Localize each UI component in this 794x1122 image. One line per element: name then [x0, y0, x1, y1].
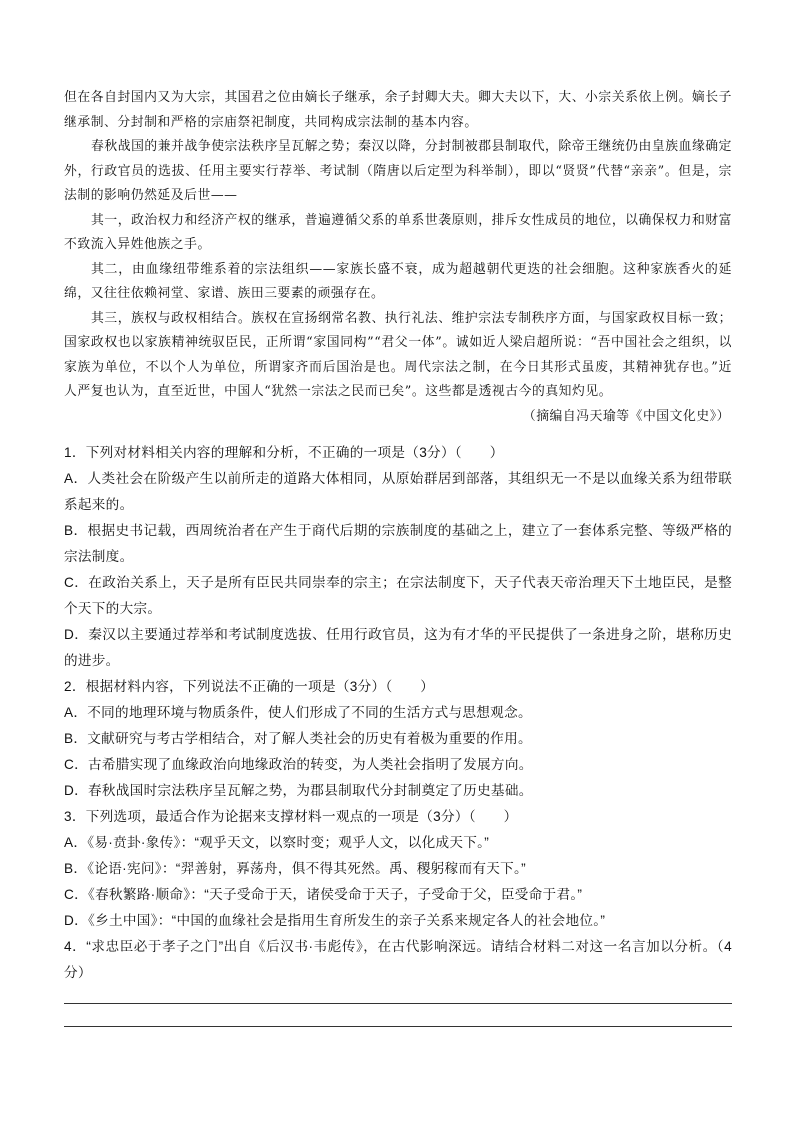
passage-source: （摘编自冯天瑜等《中国文化史》）: [522, 408, 730, 424]
option-b: B．《论语·宪问》：“羿善射，奡荡舟，俱不得其死然。禹、稷躬稼而有天下。”: [64, 861, 526, 876]
passage-paragraph: 春秋战国的兼并战争使宗法秩序呈瓦解之势；秦汉以降，分封制被郡县制取代，除帝王继统仍由皇族血缘确定外，行政官员的选拔、任用主要实行荐举、考试制（隋唐以后定型为科举制），即以“贤贤”代替“亲亲”。但是，宗法制的影响仍然延及后世——: [64, 139, 732, 203]
option-c: C．古希腊实现了血缘政治向地缘政治的转变，为人类社会指明了发展方向。: [64, 757, 533, 772]
option-c: C．《春秋繁路·顺命》：“天子受命于天，诸侯受命于天子，子受命于父，臣受命于君。”: [64, 887, 583, 902]
question-stem: 3．下列选项，最适合作为论据来支撑材料一观点的一项是（3分）（ ）: [64, 809, 518, 824]
option-a: A．不同的地理环境与物质条件，使人们形成了不同的生活方式与思想观念。: [64, 705, 532, 720]
reading-passage: [64, 86, 732, 429]
option-a: A．人类社会在阶级产生以前所走的道路大体相同，从原始群居到部落，其组织无一不是以血缘关系为纽带联系起来的。: [64, 471, 732, 512]
option-d: D．春秋战国时宗法秩序呈瓦解之势，为郡县制取代分封制奠定了历史基础。: [64, 783, 533, 798]
passage-paragraph: 其三，族权与政权相结合。族权在宣扬纲常名教、执行礼法、维护宗法专制秩序方面，与国家政权目标一致；国家政权也以家族精神统驭臣民，正所谓“家国同构”“君父一体”。诚如近人梁启超所说：“吾中国社会之组织，以家族为单位，不以个人为单位，所谓家齐而后国治是也。周代宗法之制，在今日其形式虽废，其精神犹存也。”近人严复也认为，直至近世，中国人“犹然一宗法之民而已矣”。这些都是透视古今的真知灼见。: [64, 310, 732, 399]
question-stem: 2．根据材料内容，下列说法不正确的一项是（3分）（ ）: [64, 679, 435, 694]
question-stem: 4．“求忠臣必于孝子之门”出自《后汉书·韦彪传》，在古代影响深远。请结合材料二对这一名言加以分析。（4分）: [64, 939, 732, 980]
passage-paragraph: 其二，由血缘纽带维系着的宗法组织——家族长盛不衰，成为超越朝代更迭的社会细胞。这种家族香火的延绵，又往往依赖祠堂、家谱、族田三要素的顽强存在。: [64, 261, 732, 301]
option-d: D．《乡土中国》：“中国的血缘社会是指用生育所发生的亲子关系来规定各人的社会地位。”: [64, 913, 606, 928]
answer-line[interactable]: [64, 1026, 732, 1027]
answer-line[interactable]: [64, 1003, 732, 1004]
question-2: [64, 674, 732, 804]
option-b: B．根据史书记载，西周统治者在产生于商代后期的宗族制度的基础之上，建立了一套体系完整、等级严格的宗法制度。: [64, 523, 732, 564]
option-c: C．在政治关系上，天子是所有臣民共同崇奉的宗主；在宗法制度下，天子代表天帝治理天下土地臣民，是整个天下的大宗。: [64, 575, 732, 616]
passage-paragraph: 但在各自封国内又为大宗，其国君之位由嫡长子继承，余子封卿大夫。卿大夫以下，大、小宗关系依上例。嫡长子继承制、分封制和严格的宗庙祭祀制度，共同构成宗法制的基本内容。: [64, 90, 732, 130]
question-stem: 1．下列对材料相关内容的理解和分析，不正确的一项是（3分）（ ）: [64, 445, 504, 460]
questions-section: [64, 440, 732, 1027]
option-d: D．秦汉以主要通过荐举和考试制度选拔、任用行政官员，这为有才华的平民提供了一条进身之阶，堪称历史的进步。: [64, 627, 732, 668]
question-1: [64, 440, 732, 674]
option-a: A．《易·贲卦·象传》：“观乎天文，以察时变；观乎人文，以化成天下。”: [64, 835, 490, 850]
option-b: B．文献研究与考古学相结合，对了解人类社会的历史有着极为重要的作用。: [64, 731, 532, 746]
question-3: [64, 804, 732, 934]
question-4: [64, 934, 732, 1027]
passage-paragraph: 其一，政治权力和经济产权的继承，普遍遵循父系的单系世袭原则，排斥女性成员的地位，以确保权力和财富不致流入异姓他族之手。: [64, 212, 732, 252]
